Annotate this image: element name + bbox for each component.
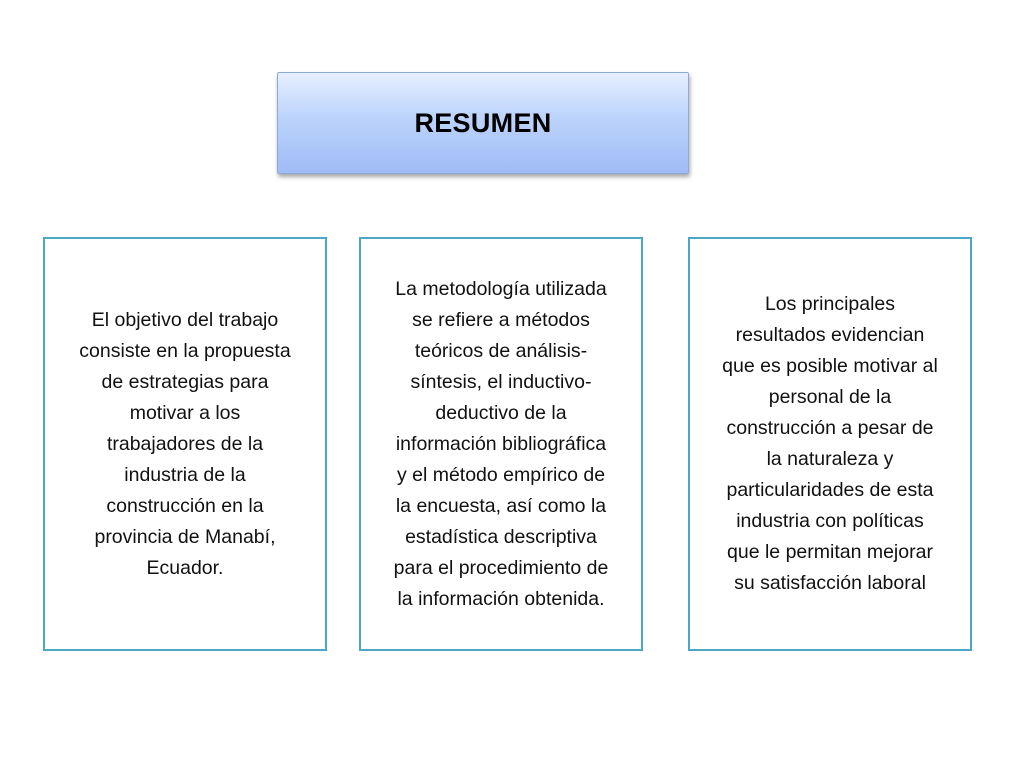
summary-box-objective-text: El objetivo del trabajo consiste en la propuesta de estrategias para motivar a los trabajadores de la industria de la construcción en la provincia de Manabí, Ecuador.: [79, 308, 291, 579]
summary-box-methodology: [359, 237, 643, 651]
summary-box-results-text: Los principales resultados evidencian que es posible motivar al personal de la construcción a pesar de la naturaleza y particularidades de esta industria con políticas que le permitan mejorar su satisfacción laboral: [722, 293, 938, 594]
title-text: RESUMEN: [414, 107, 552, 138]
title-box: [277, 72, 689, 174]
summary-box-methodology-text: La metodología utilizada se refiere a métodos teóricos de análisis- síntesis, el inductivo- deductivo de la información bibliográfica y el método empírico de la encuesta, así como la estadística descriptiva para el procedimiento de la información obtenida.: [393, 277, 609, 610]
summary-box-objective: [43, 237, 327, 651]
summary-box-results: [688, 237, 972, 651]
